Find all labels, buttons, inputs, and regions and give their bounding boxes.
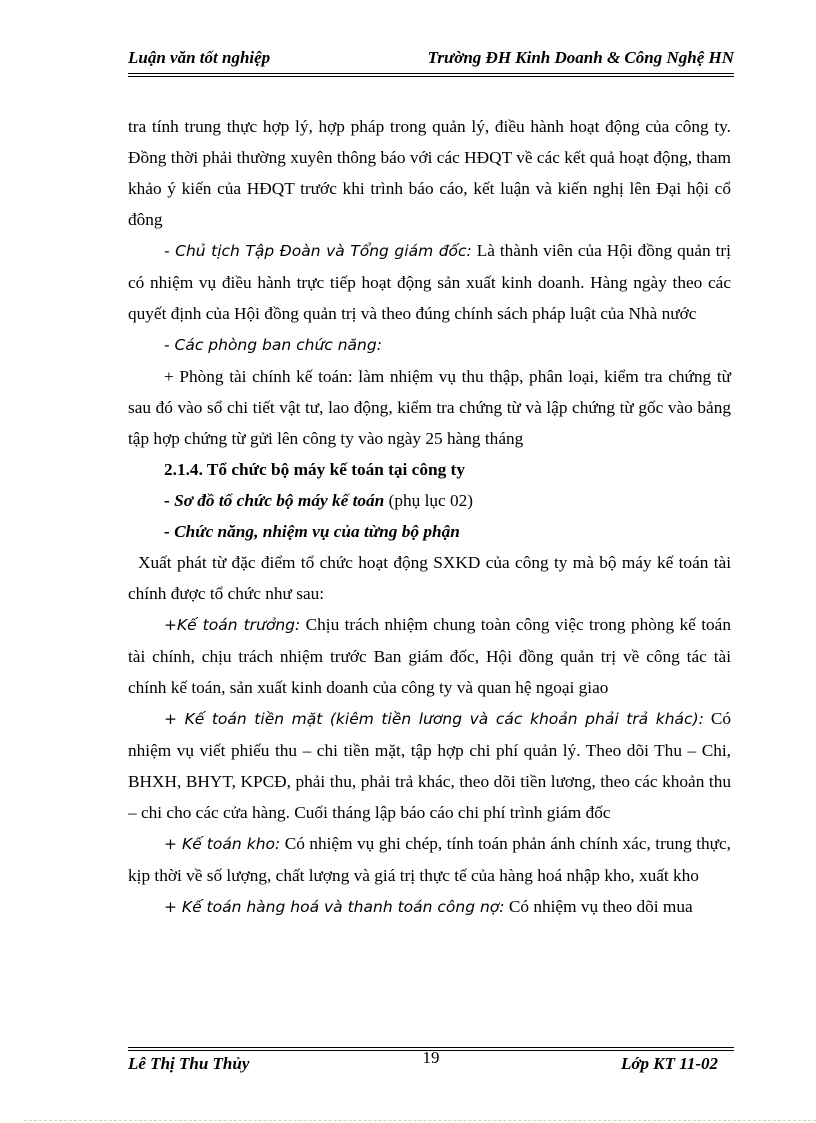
bullet-org-chart (128, 485, 731, 516)
cash-accountant-text: Có nhiệm vụ viết phiếu thu – chi tiền mặt, tập hợp chi phí quản lý. Theo dõi Thu – Chi, BHXH, BHYT, KPCĐ, phải thu, phải trả khác, theo dõi tiền lương, theo các khoản thu – chi cho các cửa hàng. Cuối tháng lập báo cáo chi phí trình giám đốc (128, 709, 731, 822)
paragraph-departments (128, 329, 731, 361)
bullet-org-chart-title: Sơ đồ tổ chức bộ máy kế toán (174, 491, 385, 510)
header-rule-top (128, 73, 734, 74)
footer-class: Lớp KT 11-02 (621, 1054, 718, 1073)
paragraph-cash-accountant (128, 703, 731, 828)
section-heading: 2.1.4. Tổ chức bộ máy kế toán tại công ty (164, 460, 465, 479)
chief-accountant-label: +Kế toán trưởng: (164, 616, 301, 634)
document-body (128, 111, 731, 923)
chairman-label: - Chủ tịch Tập Đoàn và Tổng giám đốc: (164, 242, 472, 260)
paragraph-structure: Xuất phát từ đặc điểm tổ chức hoạt động SXKD của công ty mà bộ máy kế toán tài chính được tổ chức như sau: (128, 553, 731, 603)
bullet-functions-title: Chức năng, nhiệm vụ của từng bộ phận (174, 522, 460, 541)
paragraph-chairman (128, 235, 731, 329)
paragraph-goods-accountant (128, 891, 731, 923)
page-edge-line (24, 1120, 816, 1121)
departments-label: - Các phòng ban chức năng: (164, 336, 382, 354)
cash-accountant-label: + Kế toán tiền mặt (kiêm tiền lương và các khoản phải trả khác): (164, 710, 704, 728)
page-header (128, 48, 734, 72)
chairman-text: Là thành viên của Hội đồng quản trị có nhiệm vụ điều hành trực tiếp hoạt động sản xuất kinh doanh. Hàng ngày theo các quyết định của Hội đồng quản trị và theo đúng chính sách pháp luật của Nhà nước (128, 241, 731, 323)
page-number: 19 (422, 1048, 440, 1067)
page-footer (128, 1048, 734, 1078)
header-rule-bottom (128, 76, 734, 77)
header-thesis-label: Luận văn tốt nghiệp (128, 48, 271, 67)
bullet-org-chart-ref: (phụ lục 02) (384, 491, 474, 510)
goods-accountant-text: Có nhiệm vụ theo dõi mua (504, 897, 693, 916)
paragraph-warehouse-accountant (128, 828, 731, 891)
bullet-functions (128, 516, 731, 547)
bullet-org-chart-dash: - (164, 491, 175, 510)
paragraph-finance-dept: + Phòng tài chính kế toán: làm nhiệm vụ thu thập, phân loại, kiểm tra chứng từ sau đó vào sổ chi tiết vật tư, lao động, kiểm tra chứng từ và lập chứng từ gốc vào bảng tập hợp chứng từ gửi lên công ty vào ngày 25 hàng tháng (128, 367, 731, 448)
chief-accountant-text: Chịu trách nhiệm chung toàn công việc trong phòng kế toán tài chính, chịu trách nhiệm trước Ban giám đốc, Hội đồng quản trị về công tác tài chính kế toán, sản xuất kinh doanh của công ty và quan hệ ngoại giao (128, 615, 731, 697)
footer-author: Lê Thị Thu Thủy (128, 1054, 250, 1073)
paragraph-intro: tra tính trung thực hợp lý, hợp pháp trong quản lý, điều hành hoạt động của công ty. Đồng thời phải thường xuyên thông báo với các HĐQT về các kết quả hoạt động, tham khảo ý kiến của HĐQT trước khi trình báo cáo, kết luận và kiến nghị lên Đại hội cổ đông (128, 117, 731, 229)
warehouse-accountant-text: Có nhiệm vụ ghi chép, tính toán phản ánh chính xác, trung thực, kịp thời về số lượng, chất lượng và giá trị thực tế của hàng hoá nhập kho, xuất kho (128, 834, 732, 885)
warehouse-accountant-label: + Kế toán kho: (164, 835, 281, 853)
goods-accountant-label: + Kế toán hàng hoá và thanh toán công nợ: (164, 898, 505, 916)
bullet-functions-dash: - (164, 522, 175, 541)
header-university: Trường ĐH Kinh Doanh & Công Nghệ HN (427, 48, 734, 67)
paragraph-chief-accountant (128, 609, 731, 703)
